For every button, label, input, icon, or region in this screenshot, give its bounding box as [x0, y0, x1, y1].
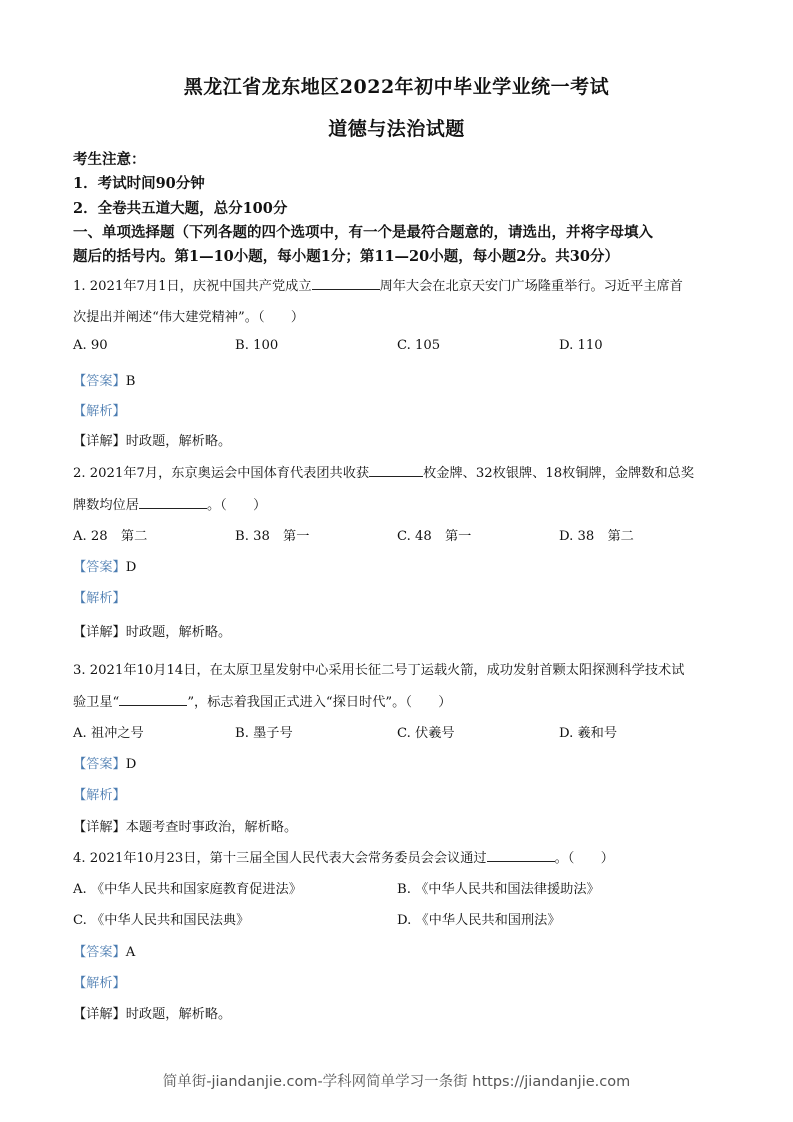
question-2-stem-line1 [73, 462, 694, 481]
answer-tag: 【答案】 [73, 757, 126, 772]
question-4-answer [73, 941, 135, 960]
question-2-option-c: C. 48 第一 [397, 529, 472, 544]
question-3-option-c: C. 伏羲号 [397, 726, 455, 741]
question-1-answer [73, 370, 135, 389]
detail-tag: 【详解】 [73, 625, 126, 640]
question-3-option-a: A. 祖冲之号 [73, 726, 144, 741]
question-1-option-c: C. 105 [397, 338, 441, 353]
section-instruction-line1: 一、单项选择题（下列各题的四个选项中，有一个是最符合题意的，请选出，并将字母填入 [73, 224, 653, 241]
stem-text: 验卫星“ [73, 695, 120, 710]
detail-text: 时政题，解析略。 [125, 1007, 232, 1022]
answer-blank [119, 691, 187, 706]
stem-text: ”，标志着我国正式进入“探日时代”。（ ） [187, 695, 452, 710]
question-1-option-b: B. 100 [235, 338, 279, 353]
detail-text: 时政题，解析略。 [125, 625, 232, 640]
stem-text: 牌数均位居 [73, 498, 139, 513]
question-2-answer [73, 556, 136, 575]
question-3-answer [73, 753, 136, 772]
question-2-analysis-tag: 【解析】 [73, 591, 126, 606]
stem-text: 4. 2021年10月23日，第十三届全国人民代表大会常务委员会会议通过 [73, 851, 487, 866]
notice-item-2: 2．全卷共五道大题，总分100分 [73, 200, 288, 217]
question-3-detail [73, 816, 297, 835]
question-4-option-c: C. 《中华人民共和国民法典》 [73, 913, 250, 928]
stem-text: 。（ ） [206, 498, 267, 513]
detail-text: 本题考查时事政治，解析略。 [125, 820, 298, 835]
question-1-stem-line1 [73, 275, 683, 294]
answer-tag: 【答案】 [73, 374, 126, 389]
answer-blank [312, 275, 380, 290]
question-2-option-a: A. 28 第二 [73, 529, 148, 544]
answer-blank [139, 494, 207, 509]
question-3-stem-line2 [73, 691, 452, 710]
question-2-detail [73, 621, 231, 640]
question-4-detail [73, 1003, 231, 1022]
question-1-detail [73, 430, 231, 449]
question-3-option-b: B. 墨子号 [235, 726, 293, 741]
exam-title: 黑龙江省龙东地区2022年初中毕业学业统一考试 [183, 76, 610, 98]
answer-value: B [125, 374, 136, 389]
stem-text: 。（ ） [554, 851, 614, 866]
answer-blank [369, 462, 423, 477]
question-2-stem-line2 [73, 494, 266, 513]
stem-text: 枚金牌、32枚银牌、18枚铜牌，金牌数和总奖 [423, 466, 695, 481]
question-3-stem-line1: 3. 2021年10月14日，在太原卫星发射中心采用长征二号丁运载火箭，成功发射首颗太阳探测科学技术试 [73, 663, 685, 678]
stem-text: 1. 2021年7月1日，庆祝中国共产党成立 [73, 279, 312, 294]
question-4-stem-line1 [73, 847, 614, 866]
question-3-analysis-tag: 【解析】 [73, 788, 126, 803]
detail-tag: 【详解】 [73, 434, 126, 449]
answer-value: D [125, 560, 137, 575]
question-4-option-d: D. 《中华人民共和国刑法》 [397, 913, 561, 928]
question-4-option-b: B. 《中华人民共和国法律援助法》 [397, 882, 600, 897]
question-4-option-a: A. 《中华人民共和国家庭教育促进法》 [73, 882, 302, 897]
notice-heading: 考生注意： [73, 151, 146, 168]
exam-subtitle: 道德与法治试题 [328, 118, 465, 140]
footer-watermark: 简单街-jiandanjie.com-学科网简单学习一条街 https://jiandanjie.com [162, 1074, 631, 1090]
section-instruction-line2: 题后的括号内。第1—10小题，每小题1分；第11—20小题，每小题2分。共30分） [73, 248, 619, 265]
notice-item-1: 1．考试时间90分钟 [73, 175, 205, 192]
detail-text: 时政题，解析略。 [125, 434, 232, 449]
answer-value: D [125, 757, 137, 772]
stem-text: 周年大会在北京天安门广场隆重举行。习近平主席首 [379, 279, 683, 294]
question-1-option-d: D. 110 [559, 338, 603, 353]
question-2-option-d: D. 38 第二 [559, 529, 634, 544]
answer-blank [487, 847, 555, 862]
answer-tag: 【答案】 [73, 945, 126, 960]
question-2-option-b: B. 38 第一 [235, 529, 310, 544]
question-1-option-a: A. 90 [73, 338, 108, 353]
question-1-analysis-tag: 【解析】 [73, 404, 126, 419]
question-1-stem-line2: 次提出并阐述“伟大建党精神”。（ ） [73, 310, 305, 325]
answer-tag: 【答案】 [73, 560, 126, 575]
detail-tag: 【详解】 [73, 820, 126, 835]
answer-value: A [125, 945, 136, 960]
stem-text: 2. 2021年7月，东京奥运会中国体育代表团共收获 [73, 466, 370, 481]
detail-tag: 【详解】 [73, 1007, 126, 1022]
question-3-option-d: D. 羲和号 [559, 726, 618, 741]
question-4-analysis-tag: 【解析】 [73, 976, 126, 991]
